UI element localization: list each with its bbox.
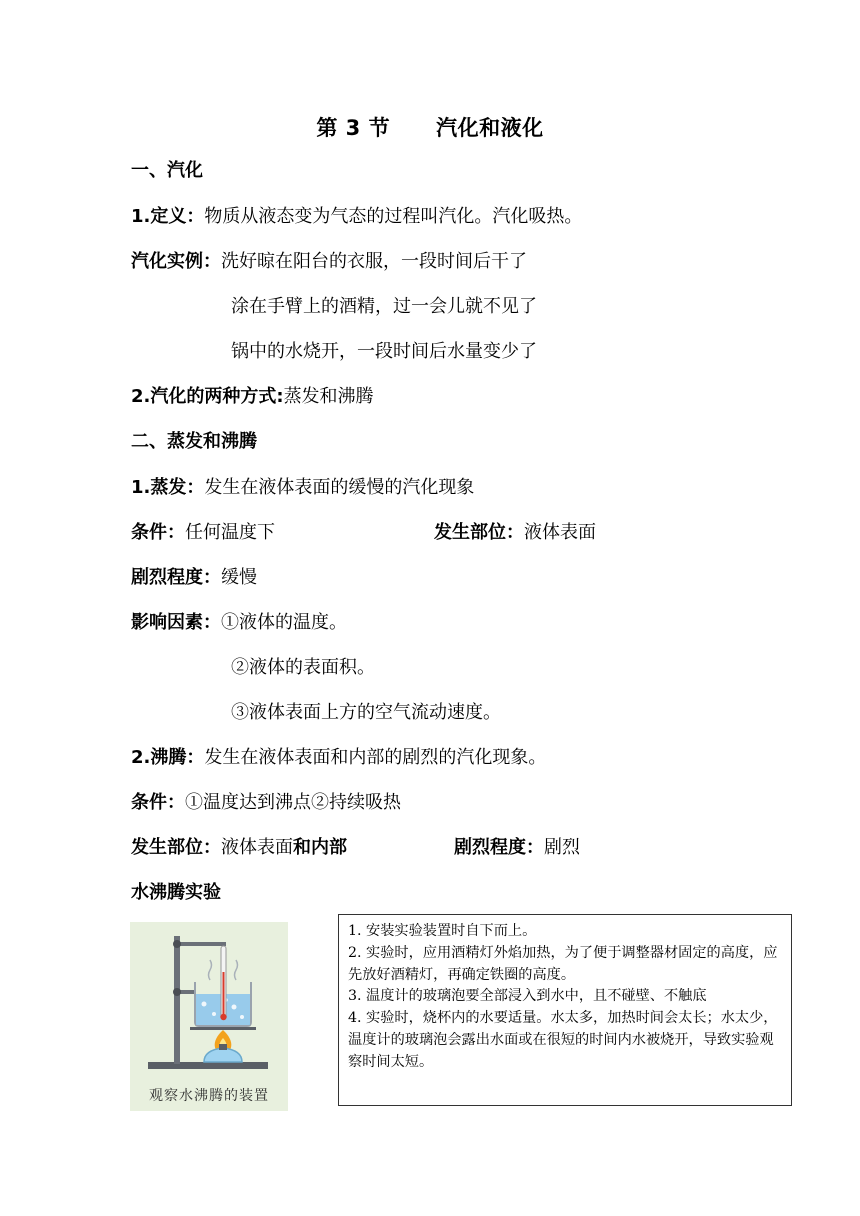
evaporation-site-label: 发生部位： (434, 522, 524, 543)
boiling-intensity-line (454, 835, 580, 861)
boiling-site-line (131, 835, 347, 861)
evaporation-condition-label: 条件： (131, 522, 185, 543)
section2-heading: 二、蒸发和沸腾 (131, 431, 257, 452)
boiling-text: 发生在液体表面和内部的剧烈的汽化现象。 (204, 747, 547, 768)
page-title (0, 112, 860, 142)
boiling-site-text-bold: 和内部 (293, 837, 347, 858)
boiling-apparatus-figure (130, 922, 288, 1111)
section1-heading: 一、汽化 (131, 160, 203, 181)
factors-line (131, 610, 347, 636)
evaporation-label: 1.蒸发： (131, 477, 205, 498)
figure-caption: 观察水沸腾的装置 (149, 1088, 269, 1104)
boiling-condition-text: ①温度达到沸点②持续吸热 (185, 792, 401, 813)
note-item: 4. 实验时，烧杯内的水要适量。水太多，加热时间会太长；水太少，温度计的玻璃泡会露出水面或在很短的时间内水被烧开，导致实验观察时间太短。 (348, 1010, 778, 1070)
vaporization-ways-text: 蒸发和沸腾 (283, 386, 374, 407)
example-item: 洗好晾在阳台的衣服，一段时间后干了 (221, 251, 527, 272)
alcohol-lamp (204, 1048, 242, 1062)
factor-item: ②液体的表面积。 (231, 657, 375, 678)
evaporation-site-line (434, 520, 596, 546)
clamp-arm (174, 942, 226, 946)
note-item: 1. 安装实验装置时自下而上。 (348, 923, 537, 939)
example-item: 锅中的水烧开，一段时间后水量变少了 (231, 341, 537, 362)
definition-text: 物质从液态变为气态的过程叫汽化。汽化吸热。 (204, 206, 583, 227)
title-section-number: 第 3 节 (316, 116, 391, 140)
vaporization-ways-label: 2.汽化的两种方式: (131, 386, 284, 407)
experiment-notes-box (338, 914, 792, 1106)
evaporation-intensity-text: 缓慢 (221, 567, 257, 588)
steam (209, 960, 212, 980)
vaporization-ways-line (131, 384, 374, 410)
boiling-condition-label: 条件： (131, 792, 185, 813)
ring-arm (180, 990, 194, 994)
note-item: 3. 温度计的玻璃泡要全部浸入到水中，且不碰壁、不触底 (348, 988, 707, 1005)
title-topic: 汽化和液化 (436, 116, 544, 140)
evaporation-site-text: 液体表面 (524, 522, 596, 543)
stand-base (148, 1062, 268, 1069)
boiling-label: 2.沸腾： (131, 747, 205, 768)
boiling-apparatus-illustration (130, 922, 288, 1111)
factor-item: ③液体表面上方的空气流动速度。 (231, 702, 501, 723)
note-item: 2. 实验时，应用酒精灯外焰加热，为了便于调整器材固定的高度，应先放好酒精灯，再确定铁圈的高度。 (348, 944, 778, 983)
evaporation-intensity-line (131, 565, 257, 591)
examples-label: 汽化实例： (131, 251, 221, 272)
example-item: 涂在手臂上的酒精，过一会儿就不见了 (231, 296, 537, 317)
boiling-intensity-label: 剧烈程度： (454, 837, 544, 858)
evaporation-condition-line (131, 520, 275, 546)
experiment-heading: 水沸腾实验 (131, 882, 221, 903)
evaporation-line (131, 475, 474, 501)
stand-rod (174, 936, 180, 1064)
examples-line (131, 249, 527, 275)
definition-line (131, 204, 582, 230)
boiling-site-text: 液体表面 (221, 837, 293, 858)
boiling-site-label: 发生部位： (131, 837, 221, 858)
factor-item: ①液体的温度。 (221, 612, 347, 633)
definition-label: 1.定义： (131, 206, 205, 227)
evaporation-intensity-label: 剧烈程度： (131, 567, 221, 588)
factors-label: 影响因素： (131, 612, 221, 633)
boiling-line (131, 745, 546, 771)
evaporation-condition-text: 任何温度下 (185, 522, 275, 543)
evaporation-text: 发生在液体表面的缓慢的汽化现象 (204, 477, 475, 498)
iron-ring (190, 1027, 256, 1030)
boiling-intensity-text: 剧烈 (544, 837, 580, 858)
boiling-condition-line (131, 790, 401, 816)
